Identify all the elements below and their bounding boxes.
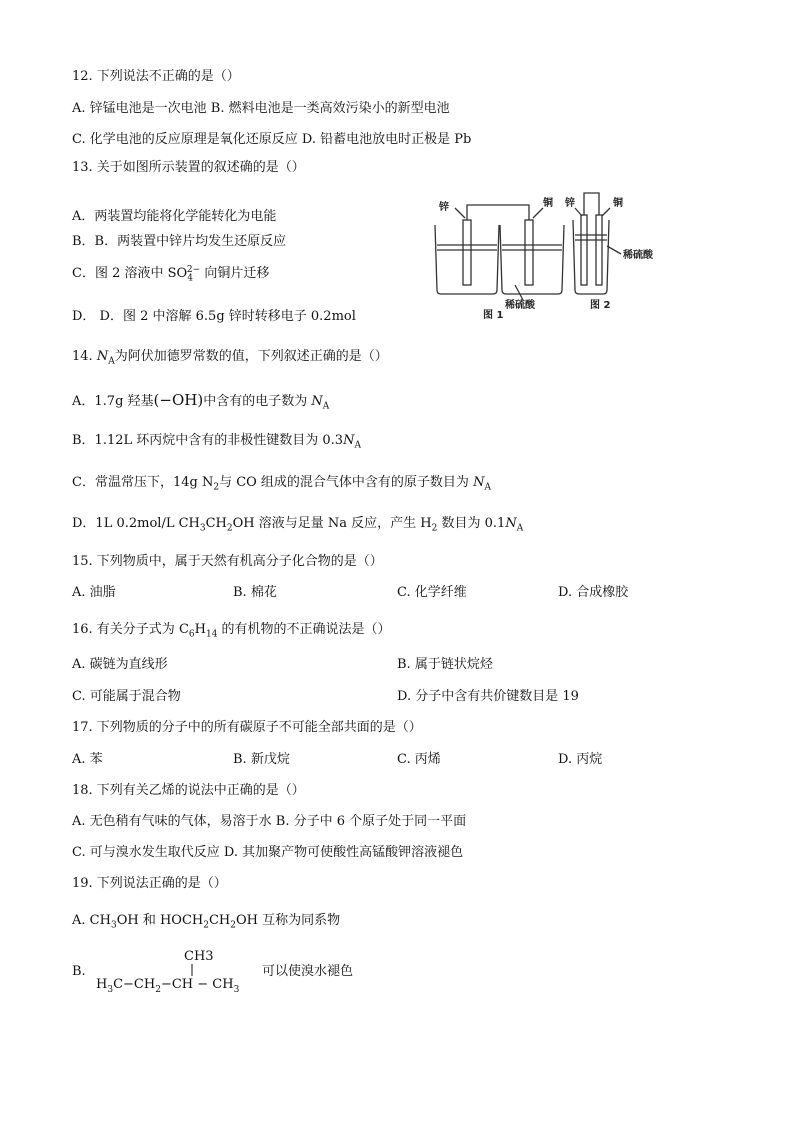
fig2-acid-label: 稀硫酸 — [623, 250, 653, 261]
q15-option-c: C. 化学纤维 — [397, 585, 467, 600]
q15-option-a: A. 油脂 — [72, 585, 116, 600]
q14-option-d: D．1L 0.2mol/L $CH_3CH_2OH$ 溶液与足量 Na 反应，产生 $H_2$ 数目为 $0.1N_A$ — [72, 516, 524, 534]
fig2-zinc-label: 锌 — [565, 198, 575, 209]
q17-option-b: B. 新戊烷 — [233, 752, 290, 767]
q16-option-d: D. 分子中含有共价键数目是 19 — [397, 689, 579, 704]
q17-option-a: A. 苯 — [72, 752, 103, 767]
q18-stem: 18. 下列有关乙烯的说法中正确的是（） — [72, 783, 305, 798]
q16-stem: 16. 有关分子式为 $C_6H_{14}$ 的有机物的不正确说法是（） — [72, 622, 391, 640]
q17-stem: 17. 下列物质的分子中的所有碳原子不可能全部共面的是（） — [72, 720, 422, 735]
q19-option-a: A. $CH_3OH$ 和 $HOCH_2CH_2OH$ 互称为同系物 — [72, 913, 341, 931]
q14-option-a: A．1.7g 羟基(−OH)中含有的电子数为 $N_A$ — [72, 391, 330, 412]
formula-main-chain: $H_3C-CH_2-CH - CH_3$ — [96, 977, 240, 995]
fig1-zinc-label: 锌 — [439, 202, 449, 213]
q15-stem: 15. 下列物质中，属于天然有机高分子化合物的是（） — [72, 554, 383, 569]
q16-option-b: B. 属于链状烷烃 — [397, 657, 493, 672]
q16-option-a: A. 碳链为直线形 — [72, 657, 168, 672]
q17-option-c: C. 丙烯 — [397, 752, 441, 767]
fig2-copper-label: 铜 — [613, 198, 623, 209]
q19-option-b-label: B. — [72, 964, 86, 979]
fig1-acid-label: 稀硫酸 — [505, 300, 535, 311]
q12-options-ab: A. 锌锰电池是一次电池 B. 燃料电池是一类高效污染小的新型电池 — [72, 101, 450, 116]
formula-top-ch3: CH3 — [184, 949, 214, 964]
q12-stem: 12. 下列说法不正确的是（） — [72, 69, 240, 84]
q19-option-b-text: 可以使溴水褪色 — [262, 964, 354, 979]
fig1-caption: 图 1 — [483, 310, 504, 320]
q18-options-ab: A. 无色稍有气味的气体，易溶于水 B. 分子中 6 个原子处于同一平面 — [72, 814, 467, 829]
fig1-copper-label: 铜 — [543, 198, 553, 209]
q16-option-c: C. 可能属于混合物 — [72, 689, 181, 704]
fig2-caption: 图 2 — [590, 300, 611, 311]
q14-option-b: B．1.12L 环丙烷中含有的非极性键数目为 $0.3N_A$ — [72, 433, 361, 451]
q14-stem: 14. $N_A$为阿伏加德罗常数的值，下列叙述正确的是（） — [72, 349, 388, 367]
q17-option-d: D. 丙烷 — [558, 752, 603, 767]
q19-stem: 19. 下列说法正确的是（） — [72, 876, 227, 891]
q13-option-b: B．B．两装置中锌片均发生还原反应 — [72, 234, 287, 249]
q13-option-a: A．两装置均能将化学能转化为电能 — [72, 209, 277, 224]
q14-option-c: C．常温常压下，14g $N_2$与 CO 组成的混合气体中含有的原子数目为 $N_A$ — [72, 475, 491, 493]
q19-structural-formula — [96, 942, 276, 1002]
q13-stem: 13. 关于如图所示装置的叙述确的是（） — [72, 160, 305, 175]
q15-option-b: B. 棉花 — [233, 585, 277, 600]
q13-option-d: D． D．图 2 中溶解 6.5g 锌时转移电子 0.2mol — [72, 309, 356, 324]
q12-options-cd: C. 化学电池的反应原理是氧化还原反应 D. 铅蓄电池放电时正极是 Pb — [72, 132, 472, 147]
q18-options-cd: C. 可与溴水发生取代反应 D. 其加聚产物可使酸性高锰酸钾溶液褪色 — [72, 845, 464, 860]
q15-option-d: D. 合成橡胶 — [558, 585, 629, 600]
electrochemical-cell-figure — [425, 190, 700, 320]
q13-option-c: C．图 2 溶液中 $SO_4^{2-}$ 向铜片迁移 — [72, 264, 270, 284]
